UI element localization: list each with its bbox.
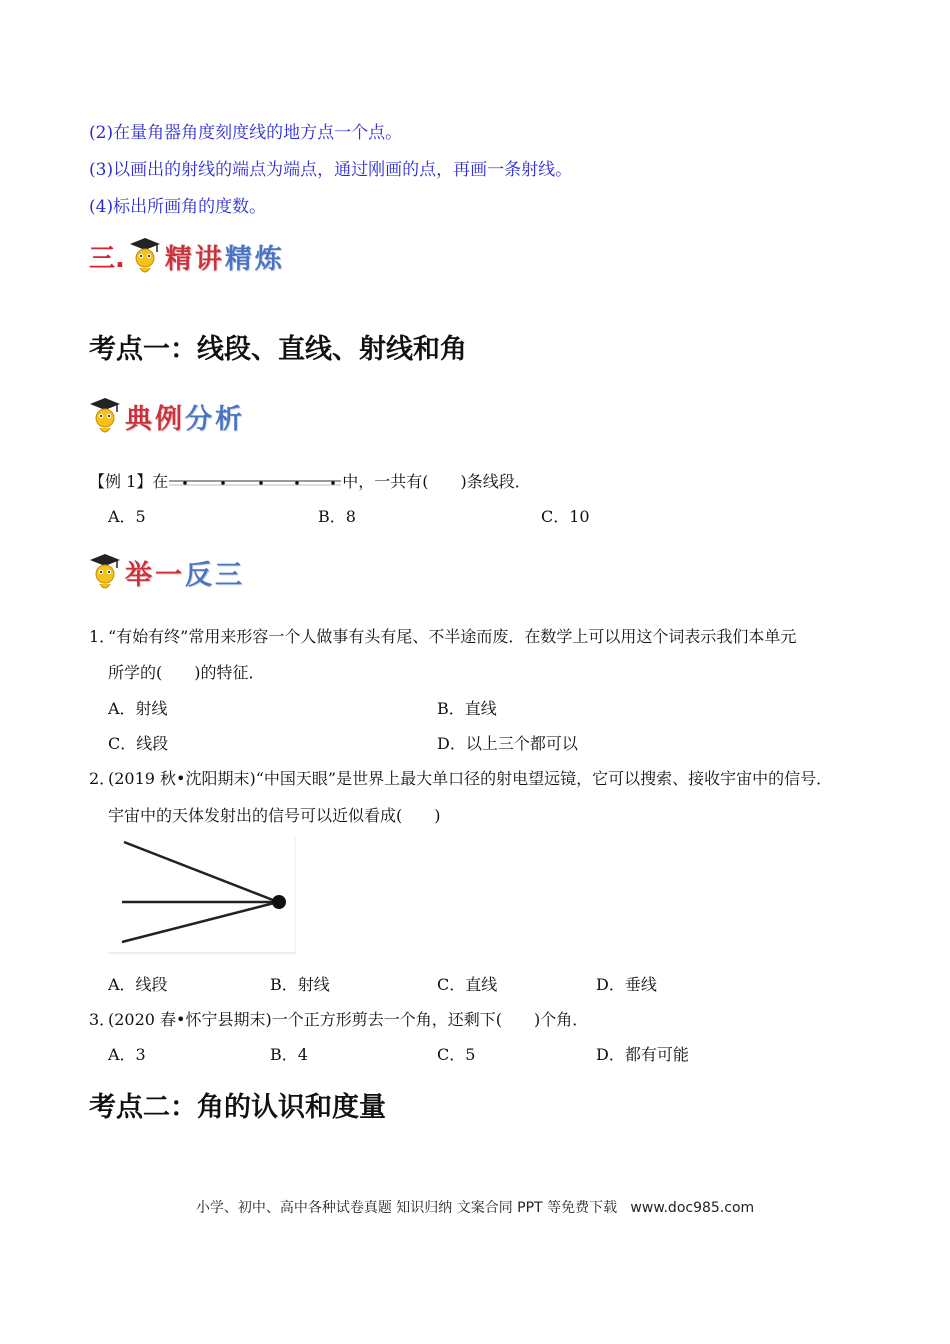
banner-practice [89,548,245,596]
q2-option-d: D．垂线 [596,975,657,994]
step-4: (4)标出所画角的度数。 [89,197,267,217]
q2-option-b: B．射线 [270,975,330,994]
banner-number: 三. [89,243,125,274]
example-option-c: C．10 [541,507,590,526]
segment-diagram [167,476,343,490]
q2-option-c: C．直线 [437,975,498,994]
ray-lower [122,902,278,942]
q2-line1: (2019 秋•沈阳期末)“中国天眼”是世界上最大单口径的射电望远镜，它可以搜索、接收宇宙中的信号． [108,769,833,788]
q3-number: 3． [89,1010,116,1029]
q2-number: 2． [89,769,116,788]
banner-example [89,392,245,440]
source-point [272,895,286,909]
example-option-a: A．5 [108,507,146,526]
point-1 [183,481,187,485]
q3-option-a: A．3 [108,1045,146,1064]
scholar-mascot-icon [89,552,121,592]
point-4 [295,481,299,485]
point-5 [331,481,335,485]
topic-1-heading: 考点一：线段、直线、射线和角 [89,334,467,365]
scholar-mascot-icon [89,396,121,436]
q1-option-a: A．射线 [108,699,168,718]
q3-option-d: D．都有可能 [596,1045,689,1064]
scholar-mascot-icon [129,236,161,276]
q1-number: 1． [89,627,116,646]
point-2 [221,481,225,485]
q1-option-d: D．以上三个都可以 [437,734,578,753]
step-2: (2)在量角器角度刻度线的地方点一个点。 [89,123,403,143]
banner-title: 精讲精炼 [164,243,285,275]
banner-lecture [89,232,285,280]
q3-line1: (2020 春•怀宁县期末)一个正方形剪去一个角，还剩下( )个角． [108,1010,589,1029]
example-option-b: B．8 [318,507,356,526]
point-3 [259,481,263,485]
q1-option-b: B．直线 [437,699,497,718]
q1-line2: 所学的( )的特征． [108,663,265,682]
q1-line1: “有始有终”常用来形容一个人做事有头有尾、不半途而废．在数学上可以用这个词表示我们本单元 [108,627,797,646]
q2-line2: 宇宙中的天体发射出的信号可以近似看成( ) [108,806,441,825]
q3-option-b: B．4 [270,1045,308,1064]
signal-rays-figure [108,836,296,954]
example-label: 【例 1】 [89,472,153,491]
step-3: (3)以画出的射线的端点为端点，通过刚画的点，再画一条射线。 [89,160,573,180]
banner-title: 举一反三 [125,559,245,591]
q1-option-c: C．线段 [108,734,169,753]
example-1: 【例 1】在 中，一共有( )条线段． [89,472,531,491]
ray-upper [124,842,278,902]
q2-option-a: A．线段 [108,975,168,994]
page-footer: 小学、初中、高中各种试卷真题 知识归纳 文案合同 PPT 等免费下载 www.doc985.com [195,1200,755,1216]
q3-option-c: C．5 [437,1045,476,1064]
topic-2-heading: 考点二：角的认识和度量 [89,1092,386,1123]
banner-title: 典例分析 [125,403,245,435]
